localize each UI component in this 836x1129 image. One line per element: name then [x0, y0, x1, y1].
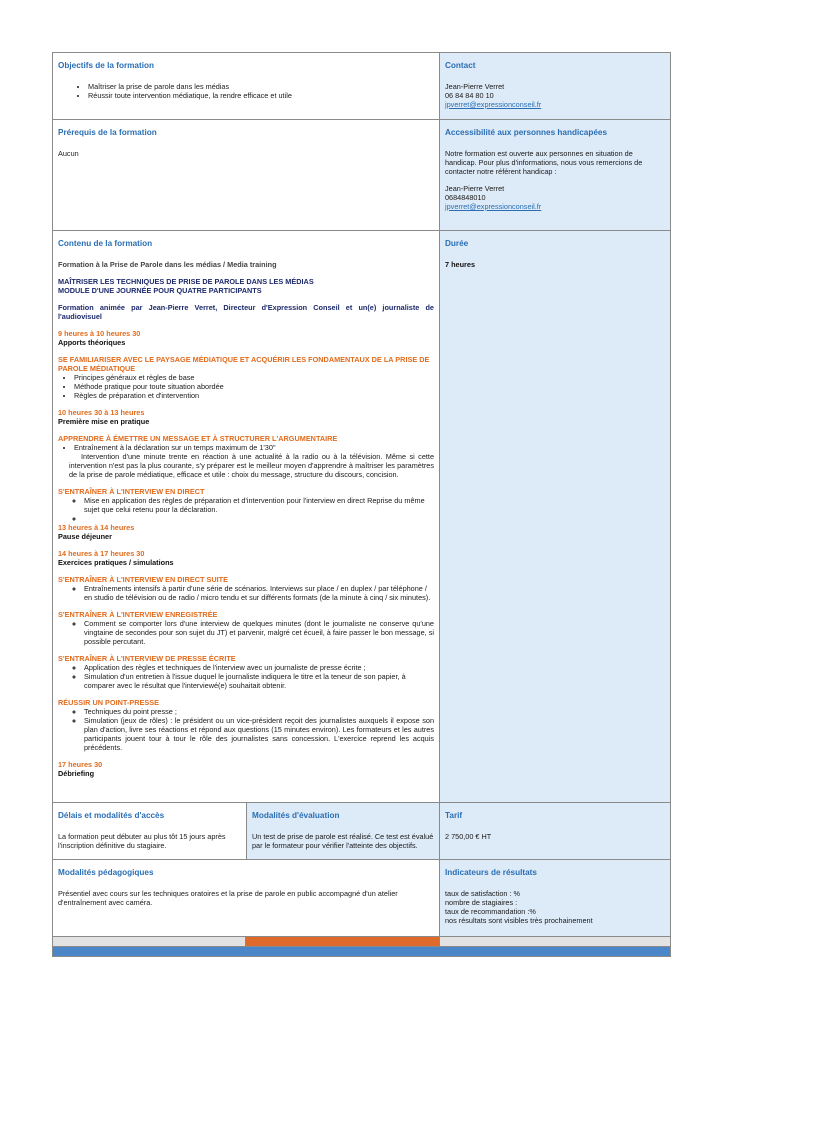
prerequis-cell: [53, 120, 439, 230]
time-slot-label: Exercices pratiques / simulations: [58, 558, 174, 567]
section-heading: S'ENTRAÎNER À L'INTERVIEW ENREGISTRÉE: [58, 610, 218, 619]
section-list: [58, 496, 434, 523]
contact-cell: [439, 53, 670, 119]
section-list: [58, 373, 434, 400]
row-objectifs: [53, 53, 670, 120]
accessibilite-title: Accessibilité aux personnes handicapées: [445, 128, 607, 137]
list-item: • Entraînement à la déclaration sur un temps maximum de 1'30'': [74, 443, 434, 452]
time-slot: 13 heures à 14 heures: [58, 523, 135, 532]
row-contenu: [53, 231, 670, 803]
footer-blue-bar: [53, 947, 670, 956]
list-item: • Principes généraux et règles de base: [74, 373, 434, 382]
section-heading: APPRENDRE À ÉMETTRE UN MESSAGE ET À STRUCTURER L'ARGUMENTAIRE: [58, 434, 338, 443]
contenu-title: Contenu de la formation: [58, 239, 153, 248]
list-item: ◦ Application des règles et techniques de l'interview avec un journaliste de presse écrite ;: [84, 663, 434, 672]
indicateur-line: nombre de stagiaires :: [445, 898, 518, 907]
pedagogiques-title: Modalités pédagogiques: [58, 868, 154, 877]
evaluation-cell: [246, 803, 439, 859]
accessibilite-name: Jean-Pierre Verret: [445, 184, 505, 193]
delais-title: Délais et modalités d'accès: [58, 811, 165, 820]
list-item: ◦ Mise en application des règles de préparation et d'intervention pour l'interview en direct Reprise du même sujet que celui retenu pour la déclaration.: [84, 496, 434, 514]
duree-cell: [439, 231, 670, 802]
section-list: [58, 707, 434, 752]
list-item: [84, 514, 434, 523]
indicateur-line: taux de recommandation :%: [445, 907, 536, 916]
objectifs-title: Objectifs de la formation: [58, 61, 154, 70]
accessibilite-cell: [439, 120, 670, 230]
section-list: [58, 584, 434, 602]
section-paragraph: Intervention d'une minute trente en réaction à une actualité à la radio ou à la télévision. Même si cette intervention n'est pas la plus courante, s'y préparer est le meilleur moyen d'apprendre à maîtriser les paramètres de la prise de parole médiatique, efficace et utile : choix du message, structure du discours, concision.: [69, 452, 434, 479]
pedagogiques-cell: [53, 860, 439, 936]
list-item: ◦ Comment se comporter lors d'une interview de quelques minutes (dont le journaliste ne conserve qu'une vingtaine de secondes pour son sujet du JT) et parvenir, malgré cet écueil, à faire passer le bon message, si possible percutant.: [84, 619, 434, 646]
training-sheet: [52, 52, 671, 957]
time-slot-label: Apports théoriques: [58, 338, 126, 347]
indicateur-line: nos résultats sont visibles très prochainement: [445, 916, 593, 925]
list-item: ◦ Simulation (jeux de rôles) : le président ou un vice-président reçoit des journalistes auxquels il expose son plan d'action, livre ses réactions et répond aux questions (15 minutes environ). Les formateurs et les autres participants jouent tour à tour le rôle des journalistes sans concession. L'exercice reprend les acquis précédents.: [84, 716, 434, 752]
accessibilite-email-link[interactable]: jpverret@expressionconseil.fr: [445, 202, 542, 211]
contact-name: Jean-Pierre Verret: [445, 82, 505, 91]
section-heading: S'ENTRAÎNER À L'INTERVIEW DE PRESSE ÉCRITE: [58, 654, 236, 663]
objectifs-cell: [53, 53, 439, 119]
time-slot: 10 heures 30 à 13 heures: [58, 408, 145, 417]
delais-cell: [53, 803, 246, 859]
time-slot: 9 heures à 10 heures 30: [58, 329, 141, 338]
list-item: ◦ Entraînements intensifs à partir d'une série de scénarios. Interviews sur place / en duplex / par téléphone / en studio de télévision ou de radio / micro tendu et sur différents formats (de la minute à cinq / six minutes).: [84, 584, 434, 602]
evaluation-text: Un test de prise de parole est réalisé. Ce test est évalué par le formateur pour vérifier l'atteinte des objectifs.: [252, 832, 434, 850]
footer-color-bar: [53, 937, 670, 947]
contact-phone: 06 84 84 80 10: [445, 91, 494, 100]
contenu-headline-1: MAÎTRISER LES TECHNIQUES DE PRISE DE PAROLE DANS LES MÉDIAS: [58, 277, 314, 286]
section-list: [58, 619, 434, 646]
row-pedagogiques: [53, 860, 670, 937]
duree-title: Durée: [445, 239, 469, 248]
list-item: • Règles de préparation et d'intervention: [74, 391, 434, 400]
section-list: [58, 663, 434, 690]
objectif-item: • Réussir toute intervention médiatique, la rendre efficace et utile: [88, 91, 434, 100]
tarif-title: Tarif: [445, 811, 463, 820]
time-slot: 17 heures 30: [58, 760, 103, 769]
contenu-animee: Formation animée par Jean-Pierre Verret, Directeur d'Expression Conseil et un(e) journaliste de l'audiovisuel: [58, 303, 434, 321]
footer-bar-grey: [53, 937, 245, 946]
contact-title: Contact: [445, 61, 476, 70]
contenu-cell: [53, 231, 439, 802]
section-heading: S'ENTRAÎNER À L'INTERVIEW EN DIRECT SUITE: [58, 575, 228, 584]
time-slot-label: Première mise en pratique: [58, 417, 150, 426]
section-heading: RÉUSSIR UN POINT-PRESSE: [58, 698, 159, 707]
time-slot-label: Pause déjeuner: [58, 532, 112, 541]
indicateur-line: taux de satisfaction : %: [445, 889, 521, 898]
indicateurs-title: Indicateurs de résultats: [445, 868, 537, 877]
contact-email-link[interactable]: jpverret@expressionconseil.fr: [445, 100, 542, 109]
section-list: [58, 443, 434, 452]
prerequis-title: Prérequis de la formation: [58, 128, 157, 137]
tarif-value: 2 750,00 € HT: [445, 832, 492, 841]
accessibilite-text: Notre formation est ouverte aux personnes en situation de handicap. Pour plus d'informations, nous vous remercions de contacter notre référent handicap :: [445, 149, 643, 176]
objectifs-list: [58, 82, 434, 100]
footer-bar-orange: [245, 937, 438, 946]
row-prerequis: [53, 120, 670, 231]
contenu-subtitle: Formation à la Prise de Parole dans les médias / Media training: [58, 260, 277, 269]
time-slot-label: Débriefing: [58, 769, 95, 778]
list-item: • Méthode pratique pour toute situation abordée: [74, 382, 434, 391]
footer-bar-grey-right: [439, 937, 670, 946]
objectif-item: • Maîtriser la prise de parole dans les médias: [88, 82, 434, 91]
list-item: ◦ Techniques du point presse ;: [84, 707, 434, 716]
indicateurs-cell: [439, 860, 670, 936]
evaluation-title: Modalités d'évaluation: [252, 811, 340, 820]
prerequis-text: Aucun: [58, 149, 79, 158]
duree-value: 7 heures: [445, 260, 476, 269]
list-item: ◦ Simulation d'un entretien à l'issue duquel le journaliste indiquera le titre et la teneur de son papier, à comparer avec le résultat que l'interviewé(e) souhaitait obtenir.: [84, 672, 434, 690]
tarif-cell: [439, 803, 670, 859]
time-slot: 14 heures à 17 heures 30: [58, 549, 145, 558]
pedagogiques-text: Présentiel avec cours sur les techniques oratoires et la prise de parole en public accompagné d'un atelier d'entraînement avec caméra.: [58, 889, 398, 907]
contenu-headline-2: MODULE D'UNE JOURNÉE POUR QUATRE PARTICIPANTS: [58, 286, 262, 295]
section-heading: S'ENTRAÎNER À L'INTERVIEW EN DIRECT: [58, 487, 205, 496]
row-delais: [53, 803, 670, 860]
section-heading: SE FAMILIARISER AVEC LE PAYSAGE MÉDIATIQUE ET ACQUÉRIR LES FONDAMENTAUX DE LA PRISE DE PAROLE MÉDIATIQUE: [58, 355, 430, 373]
accessibilite-phone: 0684848010: [445, 193, 486, 202]
delais-text: La formation peut débuter au plus tôt 15 jours après l'inscription définitive du stagiaire.: [58, 832, 226, 850]
